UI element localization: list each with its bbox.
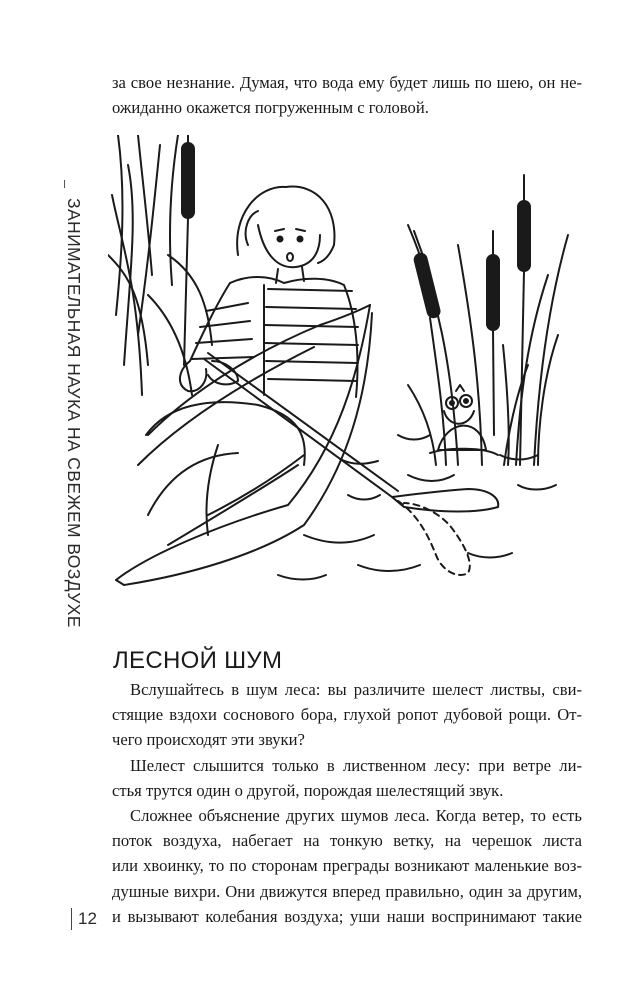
text-line: Шелест слышится только в лиственном лесу: при ветре ли- — [130, 755, 582, 775]
page-number-divider — [71, 908, 72, 930]
text-line: Вслушайтесь в шум леса: вы различите шелест листвы, сви- — [130, 680, 582, 699]
section-heading: ЛЕСНОЙ ШУМ — [113, 647, 283, 674]
text-line: стящие вздохи соснового бора, глухой ропот дубовой рощи. От- — [112, 705, 582, 725]
right-reeds — [408, 175, 568, 465]
rowing-boat-illustration — [108, 135, 578, 590]
text-line: чего происходят эти звуки? — [112, 730, 305, 750]
section-body — [112, 677, 582, 929]
water-ripples — [278, 435, 556, 580]
text-line: и вызывают колебания воздуха; уши наши воспринимают такие — [112, 906, 582, 926]
text-line: Сложнее объяснение других шумов леса. Когда ветер, то есть — [130, 806, 582, 826]
running-title-divider — [64, 180, 65, 188]
running-title: ЗАНИМАТЕЛЬНАЯ НАУКА НА СВЕЖЕМ ВОЗДУХЕ — [64, 198, 84, 628]
text-line: ожиданно окажется погруженным с головой. — [112, 98, 429, 117]
rower — [146, 187, 358, 535]
left-reeds — [108, 135, 212, 395]
text-line: за свое незнание. Думая, что вода ему будет лишь по шею, он не- — [112, 73, 582, 92]
text-line: или хвоинку, то по сторонам преграды возникают маленькие воз- — [112, 856, 582, 876]
text-line: душные вихри. Они движутся вперед правильно, один за другим, — [112, 881, 582, 901]
text-line: поток воздуха, набегает на тонкую ветку, на черешок листа — [112, 831, 582, 851]
continued-paragraph — [112, 70, 582, 120]
page-number: 12 — [78, 909, 97, 928]
text-line: стья трутся один о другой, порождая шелестящий звук. — [112, 780, 504, 800]
